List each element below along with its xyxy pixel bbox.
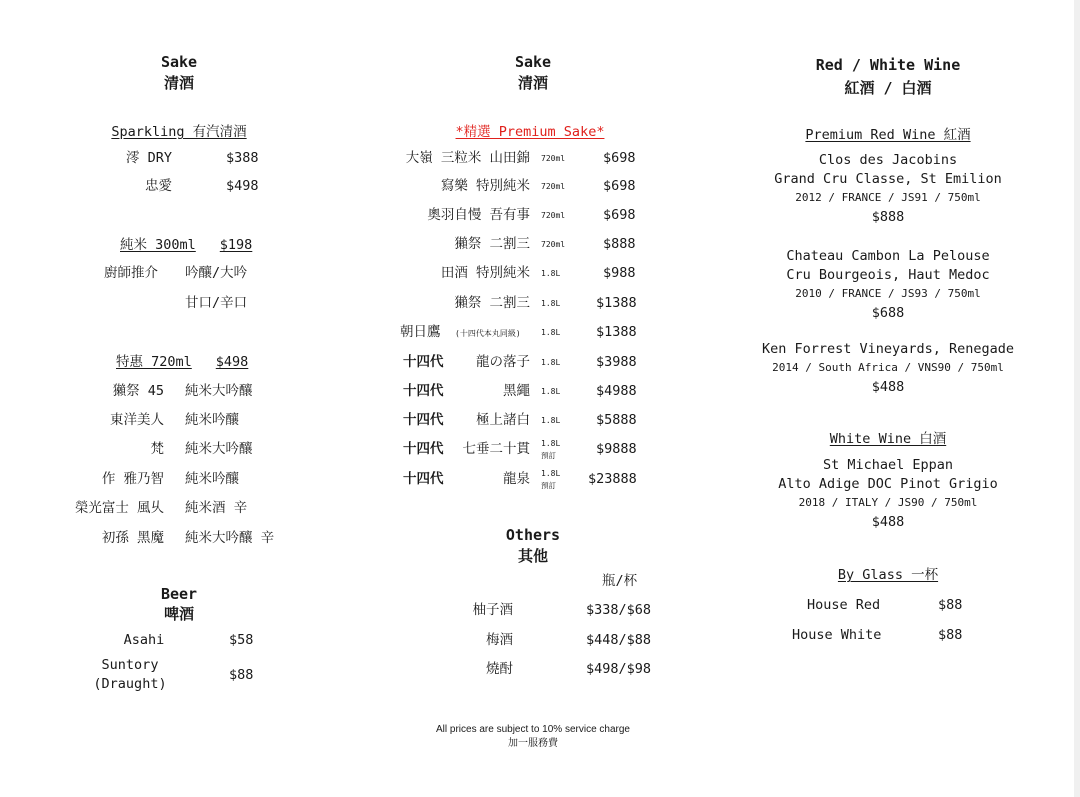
premium-sake-size: 1.8L [541,439,561,448]
glass-item-name: House White [792,627,882,643]
premium-sake-price: $698 [603,178,636,194]
premium-sake-size: 1.8L [541,416,561,425]
service-charge-note-zh: 加一服務費 [508,738,558,749]
sparkling-item-price: $498 [226,178,259,194]
premium-sake-price: $23888 [588,471,637,487]
premium-sake-price: $1388 [596,324,637,340]
service-charge-note: All prices are subject to 10% service charge [436,724,630,735]
premium-sake-size: 720ml [541,182,566,191]
premium-sake-preorder: 預訂 [541,451,556,460]
others-item-price: $448/$88 [586,632,652,648]
glass-item-price: $88 [938,597,963,613]
red-wine-price: $488 [871,379,905,395]
premium-red-heading: Premium Red Wine 紅酒 [805,127,971,143]
premium-sake-size: 720ml [541,211,566,220]
white-wine-price: $488 [871,514,905,530]
premium-sake-size: 1.8L [541,299,561,308]
premium-sake-size: 1.8L [541,269,561,278]
others-title: Others [505,526,561,544]
premium-sake-size: 720ml [541,240,566,249]
beer-item-price: $58 [229,632,254,648]
premium-sake-name: 朝日鷹 [400,324,441,340]
premium-sake-name: 龍の落子 [476,354,530,370]
right-title-zh: 紅酒 / 白酒 [844,79,932,97]
chef-option: 吟釀/大吟 [185,265,248,281]
left-title-zh: 清酒 [163,74,194,92]
others-item-name: 梅酒 [486,632,513,648]
beer-title: Beer [160,585,198,603]
white-wine-heading: White Wine 白酒 [829,431,947,447]
premium-sake-size: 1.8L [541,469,561,478]
junmai-heading: 純米 300ml [120,237,196,253]
chef-option: 甘口/辛口 [185,295,248,311]
premium-sake-heading: *精選 Premium Sake* [455,124,605,140]
premium-sake-size: 720ml [541,154,566,163]
premium-sake-brand: 十四代 [403,354,444,370]
special-heading-price: $498 [215,354,249,370]
premium-sake-preorder: 預訂 [541,481,556,490]
premium-sake-price: $4988 [596,383,637,399]
beer-item-name: Asahi [123,632,165,648]
sparkling-item-price: $388 [226,150,259,166]
special-item-type: 純米大吟釀 辛 [185,530,275,546]
premium-sake-brand: 十四代 [403,441,444,457]
red-wine-detail: 2012 / FRANCE / JS91 / 750ml [795,191,981,204]
sparkling-item-name: 澪 DRY [125,150,172,166]
others-item-name: 燒酎 [486,661,513,677]
middle-title: Sake [514,53,552,71]
special-item-name: 獺祭 45 [112,383,164,399]
others-item-price: $498/$98 [586,661,652,677]
special-item-type: 純米酒 辛 [185,500,248,516]
premium-sake-price: $698 [603,207,636,223]
red-wine-name: Clos des Jacobins [818,152,958,168]
premium-sake-price: $9888 [596,441,637,457]
premium-sake-size: 1.8L [541,328,561,337]
red-wine-name: Chateau Cambon La Pelouse [786,248,990,264]
premium-sake-brand: 十四代 [403,471,444,487]
chef-recommend-label: 廚師推介 [104,265,158,281]
premium-sake-price: $988 [603,265,636,281]
red-wine-name: Ken Forrest Vineyards, Renegade [762,341,1014,357]
sparkling-item-name: 忠愛 [145,178,172,194]
premium-sake-size: 1.8L [541,387,561,396]
special-heading: 特惠 720ml [116,354,192,370]
special-item-type: 純米吟釀 [185,412,239,428]
others-column-header: 瓶/杯 [602,573,638,589]
premium-sake-name: 奧羽自慢 吾有事 [427,207,530,223]
red-wine-detail: 2010 / FRANCE / JS93 / 750ml [795,287,981,300]
middle-title-zh: 清酒 [517,74,548,92]
others-item-name: 柚子酒 [472,602,513,618]
others-title-zh: 其他 [517,547,548,565]
white-wine-detail: 2018 / ITALY / JS90 / 750ml [798,496,978,509]
premium-sake-name: 獺祭 二割三 [454,295,530,311]
special-item-name: 東洋美人 [110,412,164,428]
red-wine-price: $688 [871,305,905,321]
premium-sake-name: 龍泉 [503,471,530,487]
beer-item-name: Suntory [101,657,159,673]
by-glass-heading: By Glass 一杯 [837,567,939,583]
premium-sake-price: $888 [603,236,636,252]
beer-item-price: $88 [229,667,254,683]
premium-sake-price: $5888 [596,412,637,428]
special-item-name: 梵 [150,441,164,457]
white-wine-subname: Alto Adige DOC Pinot Grigio [778,476,998,492]
white-wine-name: St Michael Eppan [822,457,954,473]
right-title: Red / White Wine [815,56,961,74]
red-wine-subname: Grand Cru Classe, St Emilion [774,171,1002,187]
junmai-heading-price: $198 [219,237,253,253]
premium-sake-name: 田酒 特別純米 [440,265,530,281]
premium-sake-brand: 十四代 [403,383,444,399]
premium-sake-price: $698 [603,150,636,166]
beer-item-name-sub: (Draught) [93,676,167,692]
special-item-name: 榮光富士 風乆 [74,500,164,516]
premium-sake-size: 1.8L [541,358,561,367]
special-heading-row [116,353,256,371]
special-item-name: 初孫 黑魔 [101,530,164,546]
premium-sake-brand: 十四代 [403,412,444,428]
page-edge [1074,0,1080,797]
premium-sake-name: 七垂二十貫 [462,441,530,457]
beer-title-zh: 啤酒 [163,605,194,623]
special-item-name: 作 雅乃智 [101,471,164,487]
glass-item-price: $88 [938,627,963,643]
premium-sake-name: 黑繩 [503,383,530,399]
special-item-type: 純米大吟釀 [185,383,253,399]
premium-sake-name: 極上諸白 [476,412,530,428]
special-item-type: 純米大吟釀 [185,441,253,457]
sparkling-heading: Sparkling 有汽清酒 [111,124,247,140]
premium-sake-price: $1388 [596,295,637,311]
red-wine-subname: Cru Bourgeois, Haut Medoc [786,267,990,283]
premium-sake-name: 大嶺 三粒米 山田錦 [405,150,530,166]
premium-sake-price: $3988 [596,354,637,370]
glass-item-name: House Red [807,597,881,613]
special-item-type: 純米吟釀 [185,471,239,487]
premium-sake-name: 寫樂 特別純米 [440,178,530,194]
left-title: Sake [160,53,198,71]
premium-sake-name: 獺祭 二割三 [454,236,530,252]
junmai-heading-row [120,236,260,254]
red-wine-detail: 2014 / South Africa / VNS90 / 750ml [772,361,1004,374]
red-wine-price: $888 [871,209,905,225]
others-item-price: $338/$68 [586,602,652,618]
premium-sake-note: (十四代本丸同級) [455,329,521,338]
